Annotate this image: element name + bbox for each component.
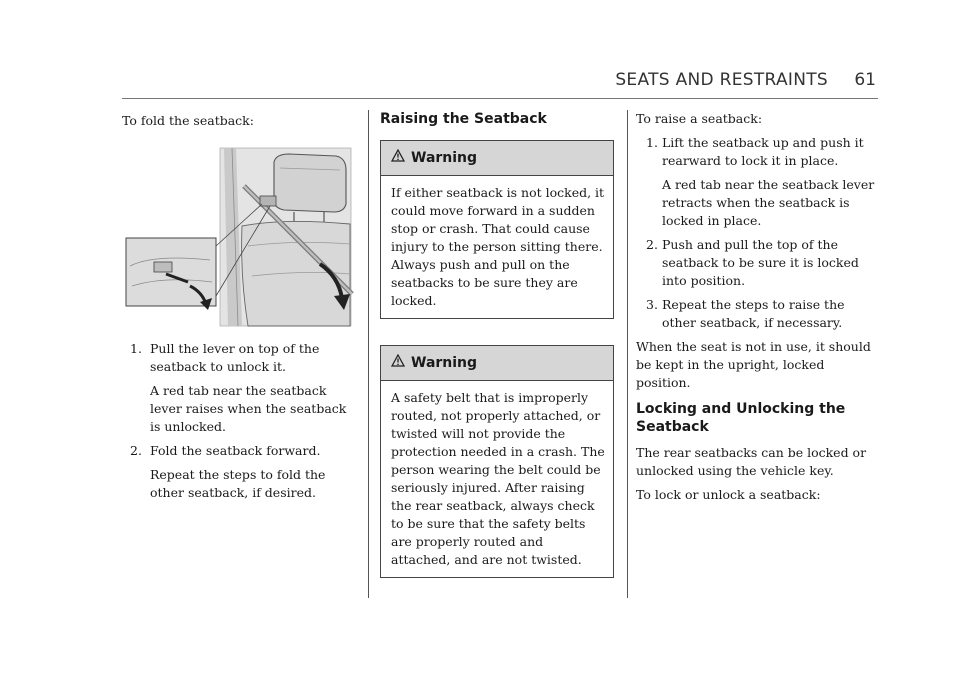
step-text: Lift the seatback up and push it rearward to lock it in place.: [662, 135, 864, 168]
warning-text: A safety belt that is improperly routed, not properly attached, or twisted will not provide the protection needed in a crash. The person wearing the belt could be seriously injured. After raising the rear seatback, always check to be sure that the safety belts are properly routed and attached, and are not twisted.: [391, 390, 605, 567]
storage-note: When the seat is not in use, it should be kept in the upright, locked position.: [636, 339, 871, 390]
section-heading: Raising the Seatback: [380, 111, 547, 127]
step-number: 2.: [130, 443, 142, 458]
section-heading: Locking and Unlocking the Seatback: [636, 401, 846, 435]
warning-header: [381, 141, 613, 176]
column-1: [122, 110, 354, 500]
raise-intro: To raise a seatback:: [636, 111, 763, 126]
column-divider-2: [627, 110, 628, 598]
list-item: [636, 296, 878, 332]
section-title: SEATS AND RESTRAINTS: [615, 70, 828, 90]
step-number: 3.: [646, 297, 658, 312]
list-item: [122, 340, 354, 436]
header-divider: [122, 98, 878, 99]
warning-triangle-icon: [391, 149, 405, 167]
column-divider-1: [368, 110, 369, 598]
step-number: 1.: [130, 341, 142, 356]
lock-instruction: To lock or unlock a seatback:: [636, 487, 821, 502]
column-3: [636, 110, 878, 510]
list-item: [122, 442, 354, 502]
warning-title: Warning: [411, 355, 478, 371]
seatback-illustration: [124, 146, 354, 328]
step-note: Repeat the steps to fold the other seatback, if desired.: [150, 467, 326, 500]
step-text: Push and pull the top of the seatback to be sure it is locked into position.: [662, 237, 859, 288]
raise-steps: [636, 134, 878, 332]
warning-triangle-icon: [391, 354, 405, 372]
page-header: [122, 68, 878, 100]
warning-box: [380, 345, 614, 578]
step-text: Fold the seatback forward.: [150, 443, 321, 458]
step-text: Repeat the steps to raise the other seatback, if necessary.: [662, 297, 845, 330]
warning-text: If either seatback is not locked, it could move forward in a sudden stop or crash. That could cause injury to the person sitting there. Always push and pull on the seatbacks to be sure they are locked.: [391, 185, 605, 308]
list-item: [636, 236, 878, 290]
fold-intro: To fold the seatback:: [122, 113, 254, 128]
step-note: A red tab near the seatback lever raises when the seatback is unlocked.: [150, 383, 347, 434]
warning-box: [380, 140, 614, 319]
step-text: Pull the lever on top of the seatback to unlock it.: [150, 341, 320, 374]
list-item: [636, 134, 878, 230]
column-2: [380, 110, 614, 578]
step-note: A red tab near the seatback lever retracts when the seatback is locked in place.: [662, 177, 875, 228]
lock-intro: The rear seatbacks can be locked or unlocked using the vehicle key.: [636, 445, 867, 478]
step-number: 2.: [646, 237, 658, 252]
page-number: 61: [854, 70, 876, 90]
step-number: 1.: [646, 135, 658, 150]
warning-title: Warning: [411, 150, 478, 166]
fold-steps: [122, 340, 354, 508]
warning-header: [381, 346, 613, 381]
